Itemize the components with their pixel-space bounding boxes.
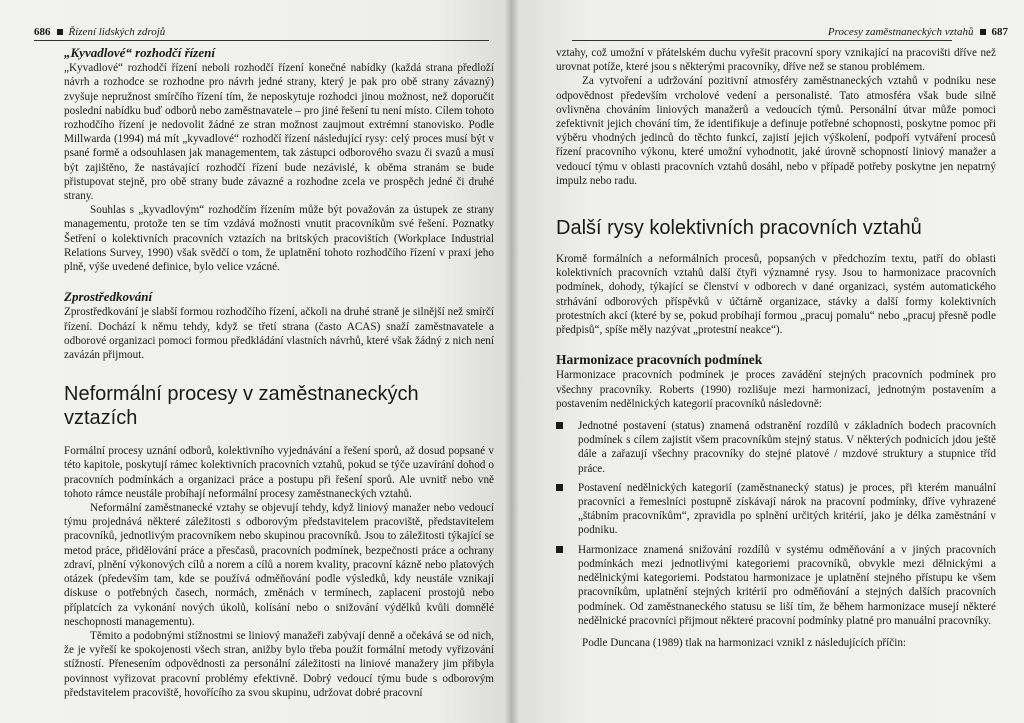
left-page-number: 686 (34, 26, 51, 38)
section-title-neformalni: Neformální procesy v zaměstnaneckých vztazích (64, 383, 419, 430)
subheading-zprostredkovani: Zprostředkování (64, 289, 153, 305)
paragraph: Formální procesy uznání odborů, kolektivního vyjednávání a řešení sporů, až dosud popsané v této kapitole, poskytují rámec kolektivních pracovních vztahů, pokud se týče uzavírání dohod o pracovních podmínkách a organizaci práce a postupu při řešení sporů. Ale uvnitř nebo vně tohoto rámce neustále probíhají neformální procesy zaměstnaneckých vztahů. (64, 445, 494, 500)
subheading-kyvadlove: „Kyvadlové“ rozhodčí řízení (64, 45, 215, 60)
list-item: Jednotné postavení (status) znamená odstranění rozdílů v základních bodech pracovních podmínek s cílem zajistit všem pracovníkům stejný status. V některých podnicích jdou ještě dále a zařazují všechny pracovníky do stejné platové / mzdové struktury a stupnice tříd práce. (556, 419, 996, 476)
square-bullet-icon (556, 484, 563, 491)
left-header-rule (34, 40, 489, 41)
list-item: Harmonizace znamená snižování rozdílů v systému odměňování a v jiných pracovních podmínkách mezi jednotlivými kategoriemi pracovníků, obvykle mezi dělnickými a nedělnickými kategoriemi. Podstatou harmonizace je uplatnění stejného přístupu ke všem pracovníkům, uplatnění stejných kritérií pro odměňování a stejných dalších pracovních podmínek. Od zaměstnaneckého statusu se liší tím, že během harmonizace musejí některé nedělnické pracovníci přijmout některé pracovní podmínky platné pro manuální pracovníky. (556, 543, 996, 628)
paragraph: „Kyvadlové“ rozhodčí řízení neboli rozhodčí řízení konečné nabídky (každá strana předloží návrh a rozhodce se rozhodne pro návrh jedné strany, který je pak pro obě strany závazný) zvyšuje nepružnost smírčího řízení tím, že neposkytuje rozhodci jinou možnost, než doporučit poslední nabídku buď odborů nebo zaměstnavatele – pro jiné řešení tu není místo. Cílem tohoto rozhodčího řízení je nedovolit žádné ze stran možnost zaujmout extrémní stanovisko. Podle Millwarda (1994) má mít „kyvadlové“ rozhodčí řízení následující rysy: celý proces musí být v psané formě a odsouhlasen jak managementem, tak zástupci odborového svazu či svazů a musí být zajištěno, že nastávající rozhodčí řízení bude nezávislé, k oběma stranám se bude přistupovat stejně, pro obě strany bude závazné a rozhodne zcela ve prospěch jedné či druhé strany. (64, 62, 494, 203)
square-bullet-icon (980, 29, 986, 35)
paragraph: Kromě formálních a neformálních procesů, popsaných v předchozím textu, patří do oblasti kolektivních pracovních vztahů další čtyři významné rysy. Jsou to harmonizace pracovních podmínek, dohody, týkající se členství v odborech v dané organizaci, systém automatického strhávání odborových příspěvků v účtárně organizace, stávky a další formy kolektivních protestních akcí (které by se, pokud probíhají formou „pracuj pomalu“ nebo „pracuj přesně podle předpisů“, spíše měly nazývat „protestní neakce“). (556, 253, 996, 337)
square-bullet-icon (556, 546, 563, 553)
right-page-number: 687 (991, 26, 1008, 38)
paragraph: Zprostředkování je slabší formou rozhodčího řízení, ačkoli na druhé straně je silnější než smírčí řízení. Dochází k němu tehdy, když se třetí strana (často ACAS) snaží zaměstnavatele a odborové organizaci pomoci formou předkládání vlastních návrhů, které však žádný z nich není zavázán přijmout. (64, 306, 494, 362)
paragraph: Těmito a podobnými stížnostmi se liniový manažeři zabývají denně a očekává se od nich, že je vyřeší ke spokojenosti všech stran, anižby bylo třeba použít formální metody vyřizování stížností. Přenesením odpovědnosti za personální záležitosti na liniové manažery jim přibyla povinnost vyřizovat pracovní problémy efektivně. Dobrý vedoucí týmu bude s odborovým představitelem pracoviště, hovořícího za svou skupinu, udržovat dobré pracovní (64, 629, 494, 699)
paragraph: Podle Duncana (1989) tlak na harmonizaci vznikl z následujících příčin: (582, 636, 907, 649)
right-text-column (556, 46, 996, 650)
left-running-title: Řízení lidských zdrojů (68, 26, 166, 38)
paragraph: Harmonizace pracovních podmínek je proces zavádění stejných pracovních podmínek pro všechny pracovníky. Roberts (1990) rozlišuje mezi harmonizací, jednotným postavením a postavením nedělnických kategorií pracovníků následovně: (556, 369, 996, 410)
left-text-column (64, 46, 494, 700)
square-bullet-icon (57, 29, 63, 35)
square-bullet-icon (556, 422, 563, 429)
bullet-list (556, 419, 996, 628)
left-running-head (34, 26, 165, 38)
section-title-dalsi-rysy: Další rysy kolektivních pracovních vztahů (556, 217, 922, 240)
list-item: Postavení nedělnických kategorií (zaměstnanecký status) je proces, při kterém manuální pracovníci a řemeslníci postupně získávají nárok na pracovní podmínky, dříve vyhrazené „štábním pracovníkům“, zpravidla po splnění určitých kritérií, jako je délka zaměstnání v podniku. (556, 481, 996, 538)
paragraph: Neformální zaměstnanecké vztahy se objevují tehdy, když liniový manažer nebo vedoucí týmu projednává některé záležitosti s odborovým představitelem pracoviště, představitelem pracovníků, jednotlivým pracovníkem nebo skupinou pracovníků. Jsou to záležitosti týkající se metod práce, přidělování práce a přesčasů, pracovních podmínek, bezpečnosti práce a ochrany zdraví, plnění výkonových cílů a norem a cílů a norem kvality, pracovní kázně nebo platových otázek (především tam, kde se používá odměňování podle výsledků, kdy neustále vznikají diskuse o potřebných časech, normách, změnách v termínech, zaplacení prostojů nebo příplatcích za vykonání nových úkolů, kolísání nebo o snižování výdělků kvůli domnělé neschopnosti managementu). (64, 502, 494, 628)
right-running-title: Procesy zaměstnaneckých vztahů (827, 26, 974, 38)
book-gutter-shadow (505, 0, 519, 723)
subheading-harmonizace: Harmonizace pracovních podmínek (556, 352, 763, 368)
right-page (512, 0, 1024, 723)
right-header-rule (572, 40, 952, 41)
paragraph: vztahy, což umožní v přátelském duchu vyřešit pracovní spory vznikající na pracovišti dříve než urovnat potíže, které jsou s některými pracovníky, dříve než se stanou problémem. (556, 47, 996, 74)
paragraph: Za vytvoření a udržování pozitivní atmosféry zaměstnaneckých vztahů v podniku nese odpovědnost především vrcholové vedení a personalisté. Tato atmosféra však bude silně ovlivněna chováním liniových manažerů a vedoucích týmů. Personální útvar může pomoci zefektivnit jejich chování tím, že identifikuje a definuje potřebné schopnosti, poskytne pomoc při výběru vhodných jedinců do těchto funkcí, zajistí jejich výškolení, podpoří vytváření procesů řízení pracovního výkonu, které umožní vyhodnotit, jaké úrovně schopností liniový manažer a vedoucí týmu v oblasti pracovních vztahů dosáhl, nebo v případě potřeby poskytne jen nepatrný impulz nebo radu. (556, 75, 996, 187)
paragraph: Souhlas s „kyvadlovým“ rozhodčím řízením může být považován za ústupek ze strany managementu, protože ten se tím vzdává možnosti vnutit pracovníkům své řešení. Poznatky Šetření o kolektivních pracovních vztazích na britských pracovištích (Workplace Industrial Relations Survey, 1990) však svědčí o tom, že uplatnění tohoto rozhodčího řízení v praxi jeho plně, výše uvedené definice, bylo velice vzácné. (64, 204, 494, 274)
right-running-head (828, 26, 1008, 38)
